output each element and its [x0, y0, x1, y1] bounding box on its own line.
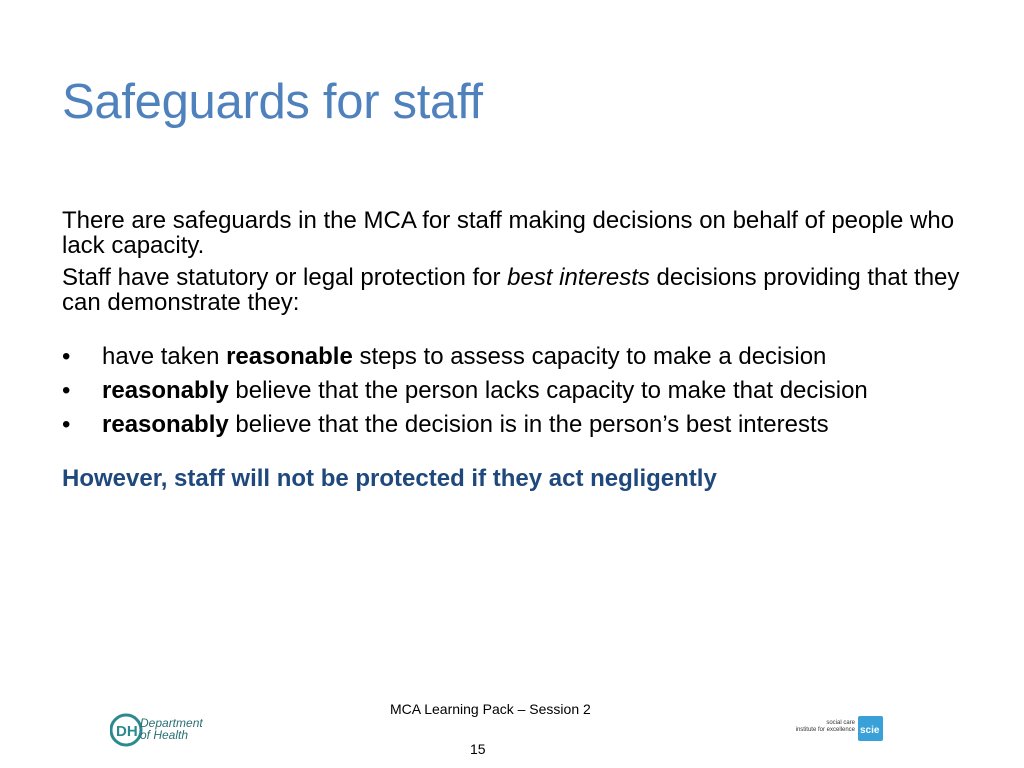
dh-logo-text [140, 717, 203, 741]
bullet-text: steps to assess capacity to make a decision [352, 343, 827, 370]
bullet-icon: • [62, 343, 71, 370]
bullet-text: have taken [102, 343, 227, 370]
bullet-text: believe that the decision is in the person’s best interests [228, 411, 829, 438]
dh-logo-line1: Department [140, 716, 203, 730]
bullet-list [62, 344, 982, 437]
paragraph-protection [62, 265, 982, 315]
bullet-bold: reasonably [102, 377, 229, 404]
bullet-bold: reasonably [102, 411, 229, 438]
scie-logo-line2: institute for excellence [795, 727, 855, 733]
paragraph-protection-text: Staff have statutory or legal protection for [62, 264, 508, 291]
bullet-icon: • [62, 377, 71, 404]
page-number: 15 [470, 741, 486, 757]
paragraph-protection-text-end: decisions providing that they can demonstrate they: [62, 264, 960, 316]
negligence-warning: However, staff will not be protected if they act negligently [62, 465, 717, 492]
scie-logo [792, 714, 892, 742]
paragraph-intro: There are safeguards in the MCA for staff making decisions on behalf of people who lack capacity. [62, 207, 955, 259]
bullet-item [62, 378, 982, 403]
scie-logo-mark: scie [860, 725, 880, 736]
slide-body [62, 208, 982, 491]
dh-logo-mark: DH [116, 723, 138, 740]
bullet-icon: • [62, 411, 71, 438]
best-interests-emphasis: best interests [507, 264, 650, 291]
scie-logo-line1: social care [826, 720, 855, 726]
bullet-item [62, 412, 982, 437]
bullet-text: believe that the person lacks capacity to make that decision [228, 377, 868, 404]
bullet-item [62, 344, 982, 369]
slide-title: Safeguards for staff [62, 75, 483, 129]
dh-logo-line2: of Health [140, 728, 189, 742]
bullet-bold: reasonable [226, 343, 353, 370]
footer-session-label: MCA Learning Pack – Session 2 [390, 701, 591, 717]
